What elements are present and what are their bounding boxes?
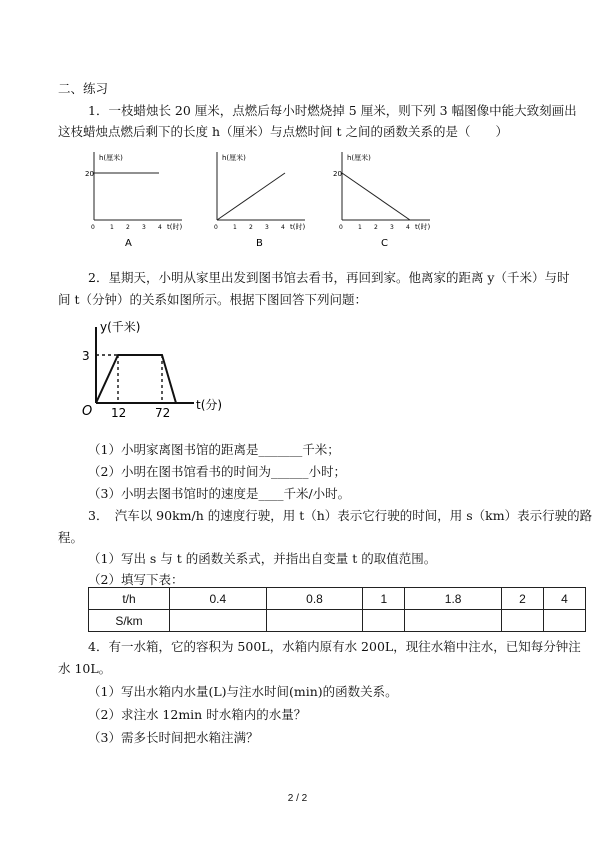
graph-b-x-tick: 3 [265, 224, 269, 231]
q1-graph-c [330, 148, 445, 248]
q2-sub1: （1）小明家离图书馆的距离是_______千米； [88, 442, 340, 457]
graph-c-y-tick: 20 [333, 170, 342, 178]
q2-graph-x-tick-72: 72 [155, 406, 171, 420]
graph-a-x-tick: 2 [126, 224, 130, 231]
graph-b-x-tick: 4 [281, 224, 285, 231]
q1-line2: 这枝蜡烛点燃后剩下的长度 h（厘米）与点燃时间 t 之间的函数关系的是（ ） [58, 124, 508, 139]
q4-line1: 4．有一水箱，它的容积为 500L，水箱内原有水 200L，现往水箱中注水，已知每分钟注 [88, 639, 581, 654]
table-cell[interactable] [501, 610, 543, 632]
q2-graph-y-label: y(千米) [100, 320, 141, 334]
table-row [89, 610, 586, 632]
table-cell: 0.4 [170, 588, 267, 610]
table-cell: t/h [89, 588, 170, 610]
graph-c-caption: C [381, 238, 388, 248]
graph-c-origin: 0 [339, 224, 343, 231]
graph-b-y-label: h(厘米) [222, 154, 246, 162]
q4-sub3: （3）需多长时间把水箱注满？ [88, 730, 259, 745]
graph-c-x-tick: 3 [390, 224, 394, 231]
q3-line1: 3． 汽车以 90km/h 的速度行驶，用 t（h）表示它行驶的时间，用 s（km）表示行驶的路 [88, 508, 593, 523]
q3-sub2: （2）填写下表： [88, 572, 184, 587]
graph-c-x-tick: 2 [374, 224, 378, 231]
table-cell: 1.8 [405, 588, 502, 610]
q1-line1: 1．一枝蜡烛长 20 厘米，点燃后每小时燃烧掉 5 厘米，则下列 3 幅图像中能大致刻画出 [88, 103, 577, 118]
graph-a-caption: A [125, 238, 132, 248]
q4-line2: 水 10L。 [58, 661, 112, 676]
graph-b-x-tick: 2 [249, 224, 253, 231]
graph-b-origin: 0 [214, 224, 218, 231]
table-cell[interactable] [266, 610, 363, 632]
q4-sub1: （1）写出水箱内水量(L)与注水时间(min)的函数关系。 [88, 684, 398, 699]
graph-b-x-tick: 1 [233, 224, 237, 231]
table-cell: 4 [543, 588, 585, 610]
graph-b-caption: B [256, 238, 263, 248]
graph-a-y-label: h(厘米) [99, 154, 123, 162]
table-cell: S/km [89, 610, 170, 632]
table-cell[interactable] [405, 610, 502, 632]
graph-c-x-label: t(时) [415, 223, 431, 231]
graph-a-x-tick: 1 [110, 224, 114, 231]
page-number: 2 / 2 [287, 793, 308, 804]
q2-sub3: （3）小明去图书馆时的速度是____千米/小时。 [88, 486, 351, 501]
graph-a-origin: 0 [91, 224, 95, 231]
q2-graph-origin: O [82, 404, 93, 419]
table-row [89, 588, 586, 610]
section-title: 二、练习 [58, 81, 109, 96]
q3-fill-table [88, 587, 586, 632]
graph-c-x-tick: 4 [406, 224, 410, 231]
q2-graph-x-tick-12: 12 [111, 406, 127, 420]
q4-sub2: （2）求注水 12min 时水箱内的水量？ [88, 707, 307, 722]
table-cell: 1 [363, 588, 405, 610]
q2-graph-x-label: t(分) [196, 398, 223, 412]
q1-graph-b [205, 148, 320, 248]
q1-graph-a [82, 148, 197, 248]
graph-a-y-tick: 20 [85, 170, 94, 178]
table-cell[interactable] [363, 610, 405, 632]
q3-sub1: （1）写出 s 与 t 的函数关系式，并指出自变量 t 的取值范围。 [88, 551, 437, 566]
graph-c-x-tick: 1 [358, 224, 362, 231]
q2-line2: 间 t（分钟）的关系如图所示。根据下图回答下列问题： [58, 292, 367, 307]
table-cell: 0.8 [266, 588, 363, 610]
q3-line2: 程。 [58, 530, 84, 545]
graph-a-x-tick: 3 [142, 224, 146, 231]
table-cell[interactable] [543, 610, 585, 632]
q2-graph [76, 315, 226, 425]
graph-b-x-label: t(时) [290, 223, 306, 231]
graph-a-x-label: t(时) [167, 223, 183, 231]
q2-sub2: （2）小明在图书馆看书的时间为______小时； [88, 464, 346, 479]
q2-graph-y-tick: 3 [82, 349, 90, 363]
q2-line1: 2．星期天，小明从家里出发到图书馆去看书，再回到家。他离家的距离 y（千米）与时 [88, 270, 570, 285]
table-cell[interactable] [170, 610, 267, 632]
graph-a-x-tick: 4 [158, 224, 162, 231]
graph-c-y-label: h(厘米) [347, 154, 371, 162]
table-cell: 2 [501, 588, 543, 610]
